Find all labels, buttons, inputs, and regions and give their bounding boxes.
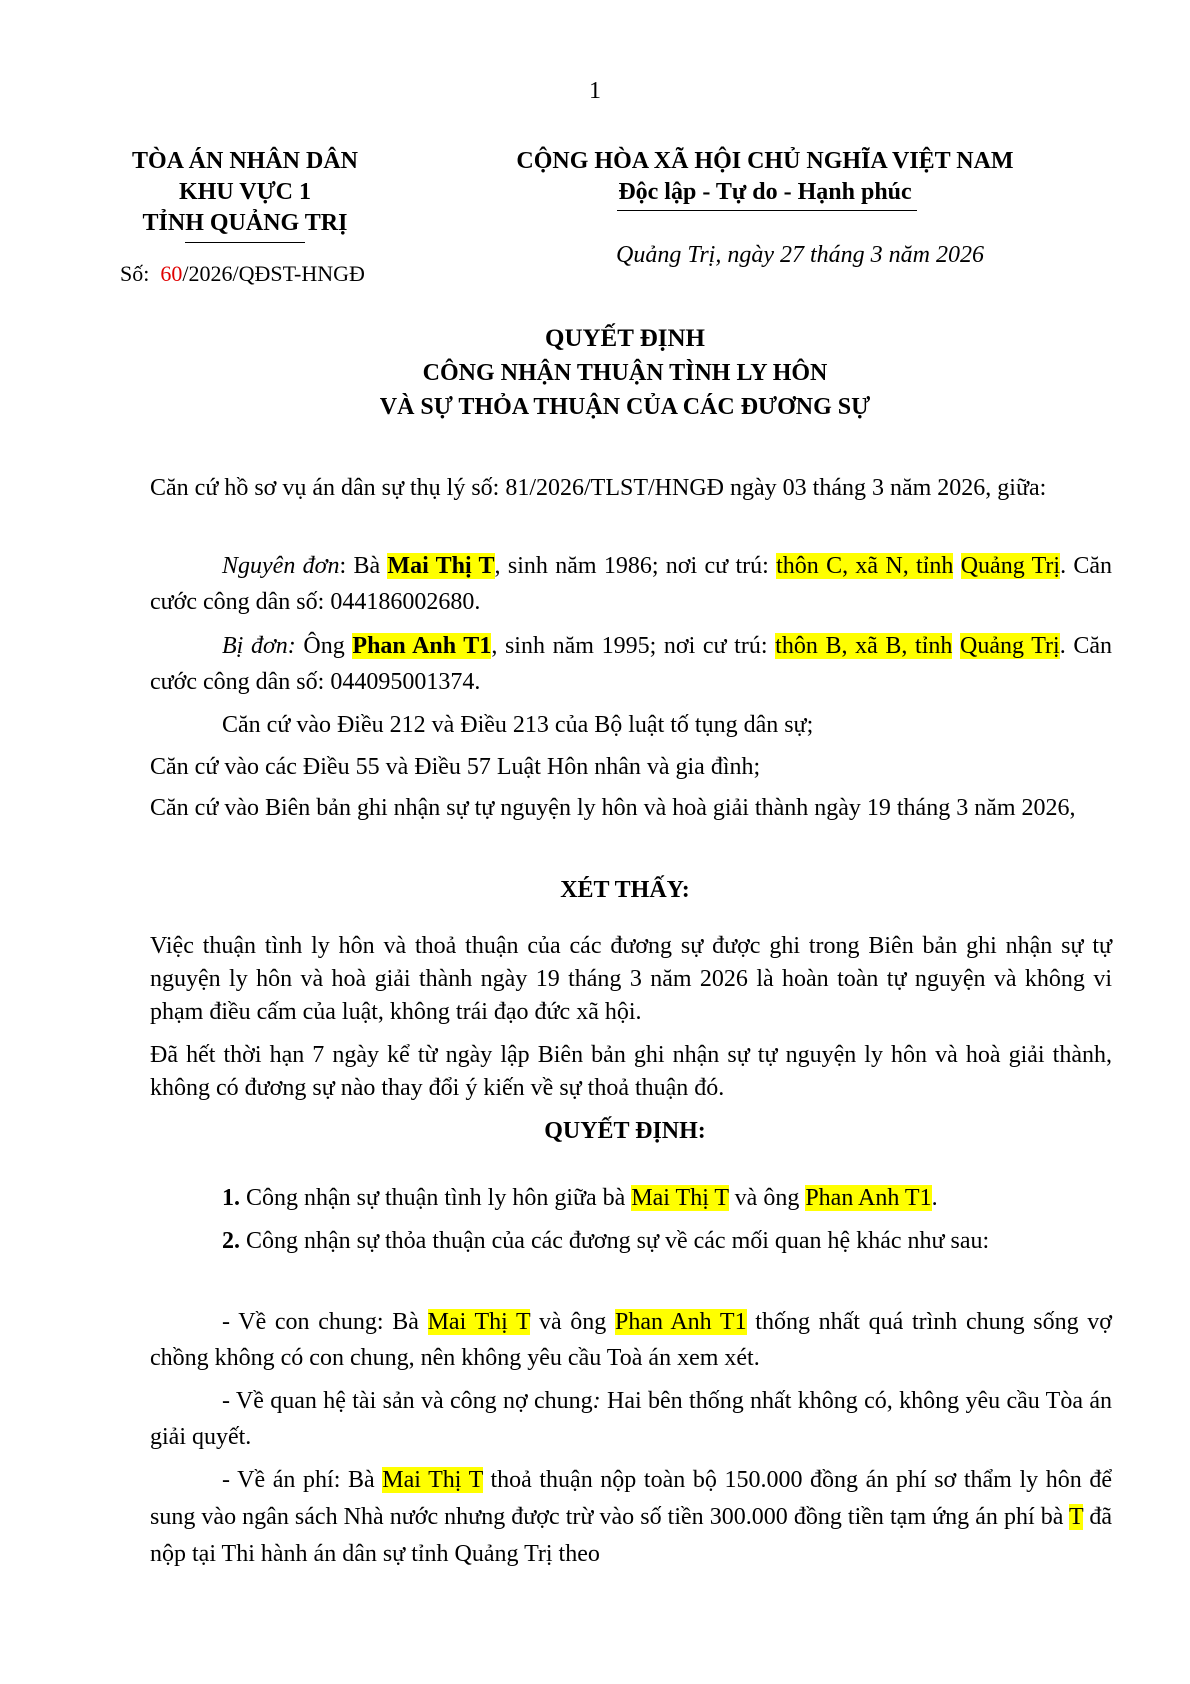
page-number: 1: [589, 78, 601, 104]
decision-item-1: 1. Công nhận sự thuận tình ly hôn giữa bà Mai Thị T và ông Phan Anh T1.: [222, 1185, 938, 1211]
decision-children: - Về con chung: Bà Mai Thị T và ông Phan Anh T1 thống nhất quá trình chung sống vợ chồng không có con chung, nên không yêu cầu Toà án xem xét.: [150, 1309, 1113, 1371]
title-line-2: CÔNG NHẬN THUẬN TÌNH LY HÔN: [422, 360, 828, 386]
defendant-id: . Căn cước công dân số: 044095001374.: [150, 633, 1113, 695]
country-name: CỘNG HÒA XÃ HỘI CHỦ NGHĨA VIỆT NAM: [516, 148, 1014, 174]
findings-paragraph-2: Đã hết thời hạn 7 ngày kể từ ngày lập Biên bản ghi nhận sự tự nguyện ly hôn và hoà giải thành, không có đương sự nào thay đổi ý kiến về sự thoả thuận đó.: [150, 1042, 1112, 1101]
defendant-province: Quảng Trị: [960, 633, 1060, 659]
findings-heading: XÉT THẤY:: [560, 877, 690, 903]
decision-item-2: 2. Công nhận sự thỏa thuận của các đương sự về các mối quan hệ khác như sau:: [222, 1228, 990, 1254]
decision-property: - Về quan hệ tài sản và công nợ chung: Hai bên thống nhất không có, không yêu cầu Tòa án giải quyết.: [150, 1388, 1112, 1450]
decision-number: [120, 261, 365, 287]
legal-basis-1: Căn cứ vào Điều 212 và Điều 213 của Bộ luật tố tụng dân sự;: [222, 712, 814, 738]
court-region: KHU VỰC 1: [179, 179, 311, 205]
court-name-underline: [185, 242, 305, 243]
document-title: [0, 322, 1190, 424]
decision-heading: QUYẾT ĐỊNH:: [544, 1118, 706, 1144]
court-province: TỈNH QUẢNG TRỊ: [142, 210, 348, 236]
defendant-label: Bị đơn:: [222, 633, 296, 659]
motto-underline: [617, 210, 917, 211]
defendant-paragraph: Bị đơn: Ông Phan Anh T1, sinh năm 1995; nơi cư trú: thôn B, xã B, tỉnh Quảng Trị. Căn cước công dân số: 044095001374.: [150, 633, 1113, 695]
title-line-1: QUYẾT ĐỊNH: [545, 325, 705, 352]
motto: Độc lập - Tự do - Hạnh phúc: [618, 179, 912, 205]
decision-number-suffix: /2026/QĐST-HNGĐ: [182, 261, 365, 286]
decision-number-value: 60: [160, 261, 183, 286]
plaintiff-id: . Căn cước công dân số: 044186002680.: [150, 553, 1113, 615]
plaintiff-name: Mai Thị T: [387, 553, 495, 579]
court-name: TÒA ÁN NHÂN DÂN: [131, 148, 358, 174]
legal-basis-3: Căn cứ vào Biên bản ghi nhận sự tự nguyện ly hôn và hoà giải thành ngày 19 tháng 3 năm 2026,: [150, 795, 1076, 821]
court-name-block: [95, 146, 395, 239]
plaintiff-paragraph: Nguyên đơn: Bà Mai Thị T, sinh năm 1986; nơi cư trú: thôn C, xã N, tỉnh Quảng Trị. Căn cước công dân số: 044186002680.: [150, 553, 1113, 615]
decision-number-prefix: Số:: [120, 261, 150, 286]
plaintiff-address: thôn C, xã N, tỉnh: [776, 553, 954, 579]
defendant-name: Phan Anh T1: [352, 633, 492, 659]
title-line-3: VÀ SỰ THỎA THUẬN CỦA CÁC ĐƯƠNG SỰ: [379, 394, 871, 420]
defendant-address: thôn B, xã B, tỉnh: [775, 633, 953, 659]
plaintiff-label: Nguyên đơn: [222, 553, 340, 579]
findings-paragraph-1: Việc thuận tình ly hôn và thoả thuận của các đương sự được ghi trong Biên bản ghi nhận sự tự nguyện ly hôn và hoà giải thành ngày 19 tháng 3 năm 2026 là hoàn toàn tự nguyện và không vi phạm điều cấm của luật, không trái đạo đức xã hội.: [150, 933, 1112, 1025]
plaintiff-province: Quảng Trị: [960, 553, 1061, 579]
place-date: Quảng Trị, ngày 27 tháng 3 năm 2026: [615, 242, 984, 268]
national-motto-block: [470, 146, 1060, 208]
decision-court-fee: - Về án phí: Bà Mai Thị T thoả thuận nộp toàn bộ 150.000 đồng án phí sơ thẩm ly hôn để sung vào ngân sách Nhà nước nhưng được trừ vào số tiền 300.000 đồng tiền tạm ứng án phí bà T đã nộp tại Thi hành án dân sự tỉnh Quảng Trị theo: [150, 1467, 1113, 1567]
case-basis-paragraph: Căn cứ hồ sơ vụ án dân sự thụ lý số: 81/2026/TLST/HNGĐ ngày 03 tháng 3 năm 2026, giữa:: [150, 475, 1047, 501]
legal-basis-2: Căn cứ vào các Điều 55 và Điều 57 Luật Hôn nhân và gia đình;: [150, 754, 761, 780]
